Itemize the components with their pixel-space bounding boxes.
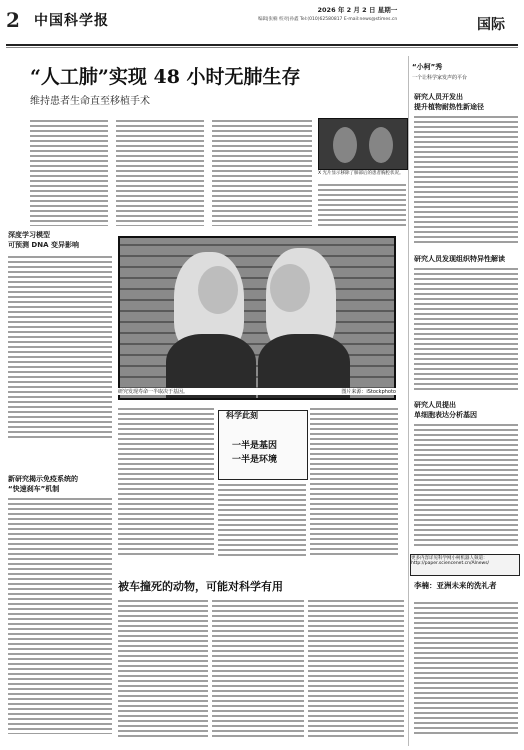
left-item-1-body [8,254,112,438]
center-col-2 [218,482,306,558]
lung-left-shape [333,127,357,163]
xray-image [318,118,408,170]
header-rule [6,44,518,46]
right-col-divider [408,56,409,746]
right-item-2-body [414,266,518,390]
lung-right-shape [369,127,393,163]
lead-col-3 [212,118,312,226]
right-item-1-subtitle: 提升植物耐热性新途径 [414,103,484,111]
xray-caption: X 光片显示移除了肺部后的患者胸腔状况。 [318,171,404,176]
newspaper-logo: 中国科学报 [34,13,109,29]
left-item-1-title: 深度学习模型 [8,231,50,239]
twins-photo [118,236,396,400]
date-line [258,6,397,24]
issue-date: 2026 年 2 月 2 日 星期一 [317,6,398,14]
bottom-article-title: 被车撞死的动物，可能对科学有用 [118,580,283,593]
right-item-3-body [414,422,518,548]
bottom-col-1 [118,598,208,738]
editor-contact: 编辑|张楠 校对|孙鑫 Tel:(010)62580817 E-mail:news@stimes.cn [258,17,398,22]
right-item-1-body [414,114,518,244]
right-bottom-title: 李楠：亚洲未来的洗礼者 [414,581,497,590]
lead-col-4 [318,182,406,226]
right-column-title: “小柯”秀 [412,63,443,71]
left-person-face [198,266,238,314]
left-item-2-heading [8,474,112,494]
right-person-face [270,264,310,312]
science-box-title: 科学此刻 [226,411,258,420]
left-item-2-title: 新研究揭示免疫系统的 [8,475,78,483]
center-col-3 [310,406,398,556]
lead-headline: “人工肺”实现 48 小时无肺生存 [30,66,301,88]
right-item-1-title: 研究人员开发出 [414,93,463,101]
brick-wall-background [120,238,394,398]
right-item-3-subtitle: 单细胞表达分析基因 [414,411,477,419]
photo-caption-bar [118,388,396,395]
page-number: 2 [6,8,20,32]
right-item-3-title: 研究人员提出 [414,401,456,409]
left-item-2-body [8,496,112,734]
lead-subhead: 维持患者生命直至移植手术 [30,96,150,107]
lead-col-2 [116,118,204,226]
photo-caption: 研究发现寿命一半取决于基因。 [118,389,189,395]
photo-credit: 图片来源：iStockphoto [341,389,396,395]
bottom-col-3 [308,598,404,738]
left-item-1-heading [8,230,112,250]
right-column-subtitle: 一个让科学家发声的平台 [412,75,468,81]
lead-col-1 [30,118,108,226]
xiaoke-channel-box: 更多内容详见科学网小柯机器人频道：http://paper.sciencenet.cn/AInews/ [410,554,520,576]
center-col-1 [118,406,214,556]
right-bottom-body [414,600,518,736]
header-rule-thin [6,47,518,48]
section-label: 国际 [477,17,505,33]
left-item-1-subtitle: 可预测 DNA 变异影响 [8,241,79,249]
science-box-line-1: 一半是基因 [232,441,278,451]
right-item-2-title: 研究人员发现组织特异性解读 [414,255,505,263]
bottom-col-2 [212,598,304,738]
science-box-line-2: 一半是环境 [232,455,278,465]
left-item-2-subtitle: “快速刹车”机制 [8,485,60,493]
